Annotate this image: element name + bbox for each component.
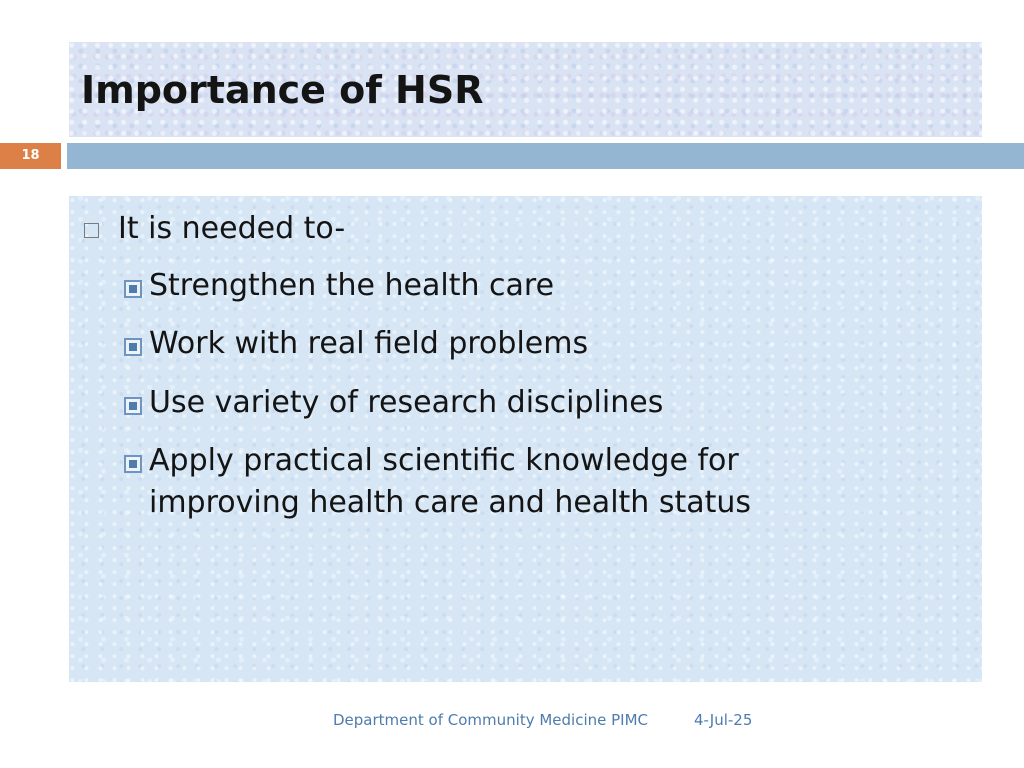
bullet-item-text: Strengthen the health care xyxy=(149,268,555,303)
filled-square-bullet-icon xyxy=(124,397,142,415)
slide-number-badge: 18 xyxy=(0,143,61,169)
footer-department: Department of Community Medicine PIMC xyxy=(333,711,649,729)
title-band xyxy=(69,42,982,137)
bullet-item-text-line1: Apply practical scientific knowledge for xyxy=(149,443,739,478)
bullet-item-disciplines xyxy=(124,385,663,427)
filled-square-bullet-icon xyxy=(124,455,142,473)
filled-square-bullet-icon xyxy=(124,280,142,298)
hollow-square-bullet-icon xyxy=(84,223,99,238)
bullet-item-text-line2: improving health care and health status xyxy=(149,485,752,520)
bullet-item-field-problems xyxy=(124,326,588,368)
header-rule-bar xyxy=(67,143,1024,169)
bullet-item-text: Work with real field problems xyxy=(149,326,589,361)
slide-title: Importance of HSR xyxy=(81,68,484,112)
filled-square-bullet-icon xyxy=(124,338,142,356)
bullet-item-apply xyxy=(124,443,751,527)
footer-date: 4-Jul-25 xyxy=(694,711,753,729)
bullet-item-text: Use variety of research disciplines xyxy=(149,385,664,420)
bullet-level1-text: It is needed to- xyxy=(118,211,346,246)
bullet-level1 xyxy=(84,211,345,247)
bullet-item-strengthen xyxy=(124,268,554,310)
